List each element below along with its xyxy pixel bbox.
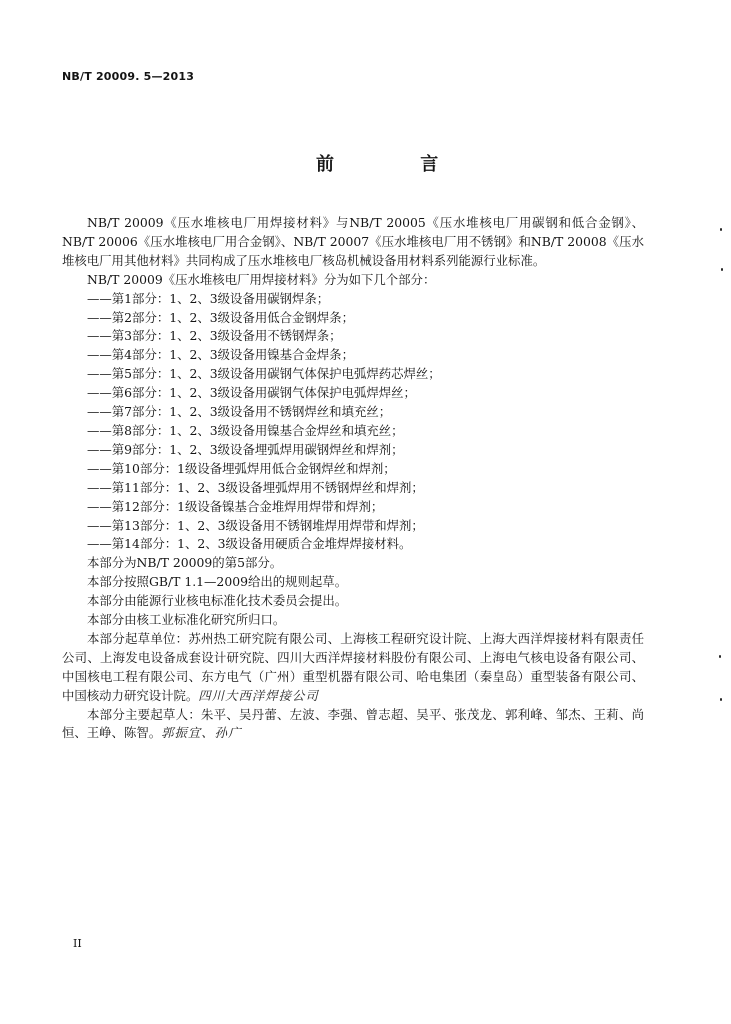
list-item: ——第3部分：1、2、3级设备用不锈钢焊条； [87, 328, 342, 344]
list-item: ——第4部分：1、2、3级设备用镍基合金焊条； [87, 347, 354, 363]
handwritten-annotation: 四川大西洋焊接公司 [198, 687, 319, 703]
scan-speck [720, 698, 722, 701]
drafters-text: 本部分主要起草人：朱平、吴丹蕾、左波、李强、曾志超、吴平、张茂龙、郭利峰、邹杰、王莉、尚恒、王峥、陈智。 [62, 706, 644, 741]
proposed-by-paragraph: 本部分由能源行业核电标准化技术委员会提出。 [87, 593, 348, 609]
handwritten-signature: 郭振宜、孙广 [161, 725, 242, 741]
drafting-units-text: 本部分起草单位：苏州热工研究院有限公司、上海核工程研究设计院、上海大西洋焊接材料有限责任公司、上海发电设备成套设计研究院、四川大西洋焊接材料股份有限公司、上海电气核电设备有限公司、中国核电工程有限公司、东方电气（广州）重型机器有限公司、哈电集团（秦皇岛）重型装备有限公司、中国核动力研究设计院。 [62, 630, 644, 703]
standard-code: NB/T 20009. 5—2013 [62, 70, 195, 83]
intro-paragraph: NB/T 20009《压水堆核电厂用焊接材料》与NB/T 20005《压水堆核电厂用碳钢和低合金钢》、NB/T 20006《压水堆核电厂用合金钢》、NB/T 20007《压水堆核电厂用不锈钢》和NB/T 20008《压水堆核电厂用其他材料》共同构成了压水堆核电厂核岛机械设备用材料系列能源行业标准。 [62, 215, 644, 268]
page-number: II [73, 937, 82, 950]
part-of-paragraph: 本部分为NB/T 20009的第5部分。 [87, 555, 283, 571]
list-item: ——第5部分：1、2、3级设备用碳钢气体保护电弧焊药芯焊丝； [87, 366, 441, 382]
scan-speck [721, 268, 723, 271]
parts-intro-paragraph: NB/T 20009《压水堆核电厂用焊接材料》分为如下几个部分： [87, 271, 436, 287]
list-item: ——第9部分：1、2、3级设备埋弧焊用碳钢焊丝和焊剂； [87, 441, 404, 457]
list-item: ——第8部分：1、2、3级设备用镍基合金焊丝和填充丝； [87, 422, 404, 438]
page-title: 前 言 [316, 154, 479, 175]
drafters-paragraph [62, 706, 644, 744]
drafting-units-paragraph [62, 630, 644, 706]
foreword-body [62, 214, 644, 743]
list-item: ——第10部分：1级设备埋弧焊用低合金钢焊丝和焊剂； [87, 460, 396, 476]
scan-speck [720, 228, 722, 231]
list-item: ——第14部分：1、2、3级设备用硬质合金堆焊焊接材料。 [87, 536, 412, 552]
list-item: ——第12部分：1级设备镍基合金堆焊用焊带和焊剂； [87, 498, 384, 514]
parts-list [62, 290, 644, 555]
list-item: ——第6部分：1、2、3级设备用碳钢气体保护电弧焊焊丝； [87, 385, 416, 401]
list-item: ——第13部分：1、2、3级设备用不锈钢堆焊用焊带和焊剂； [87, 517, 424, 533]
list-item: ——第7部分：1、2、3级设备用不锈钢焊丝和填充丝； [87, 404, 392, 420]
drafting-rule-paragraph: 本部分按照GB/T 1.1—2009给出的规则起草。 [87, 574, 348, 590]
scan-speck [719, 655, 721, 658]
list-item: ——第1部分：1、2、3级设备用碳钢焊条； [87, 290, 330, 306]
list-item: ——第2部分：1、2、3级设备用低合金钢焊条； [87, 309, 354, 325]
managed-by-paragraph: 本部分由核工业标准化研究所归口。 [87, 612, 286, 628]
list-item: ——第11部分：1、2、3级设备埋弧焊用不锈钢焊丝和焊剂； [87, 479, 424, 495]
